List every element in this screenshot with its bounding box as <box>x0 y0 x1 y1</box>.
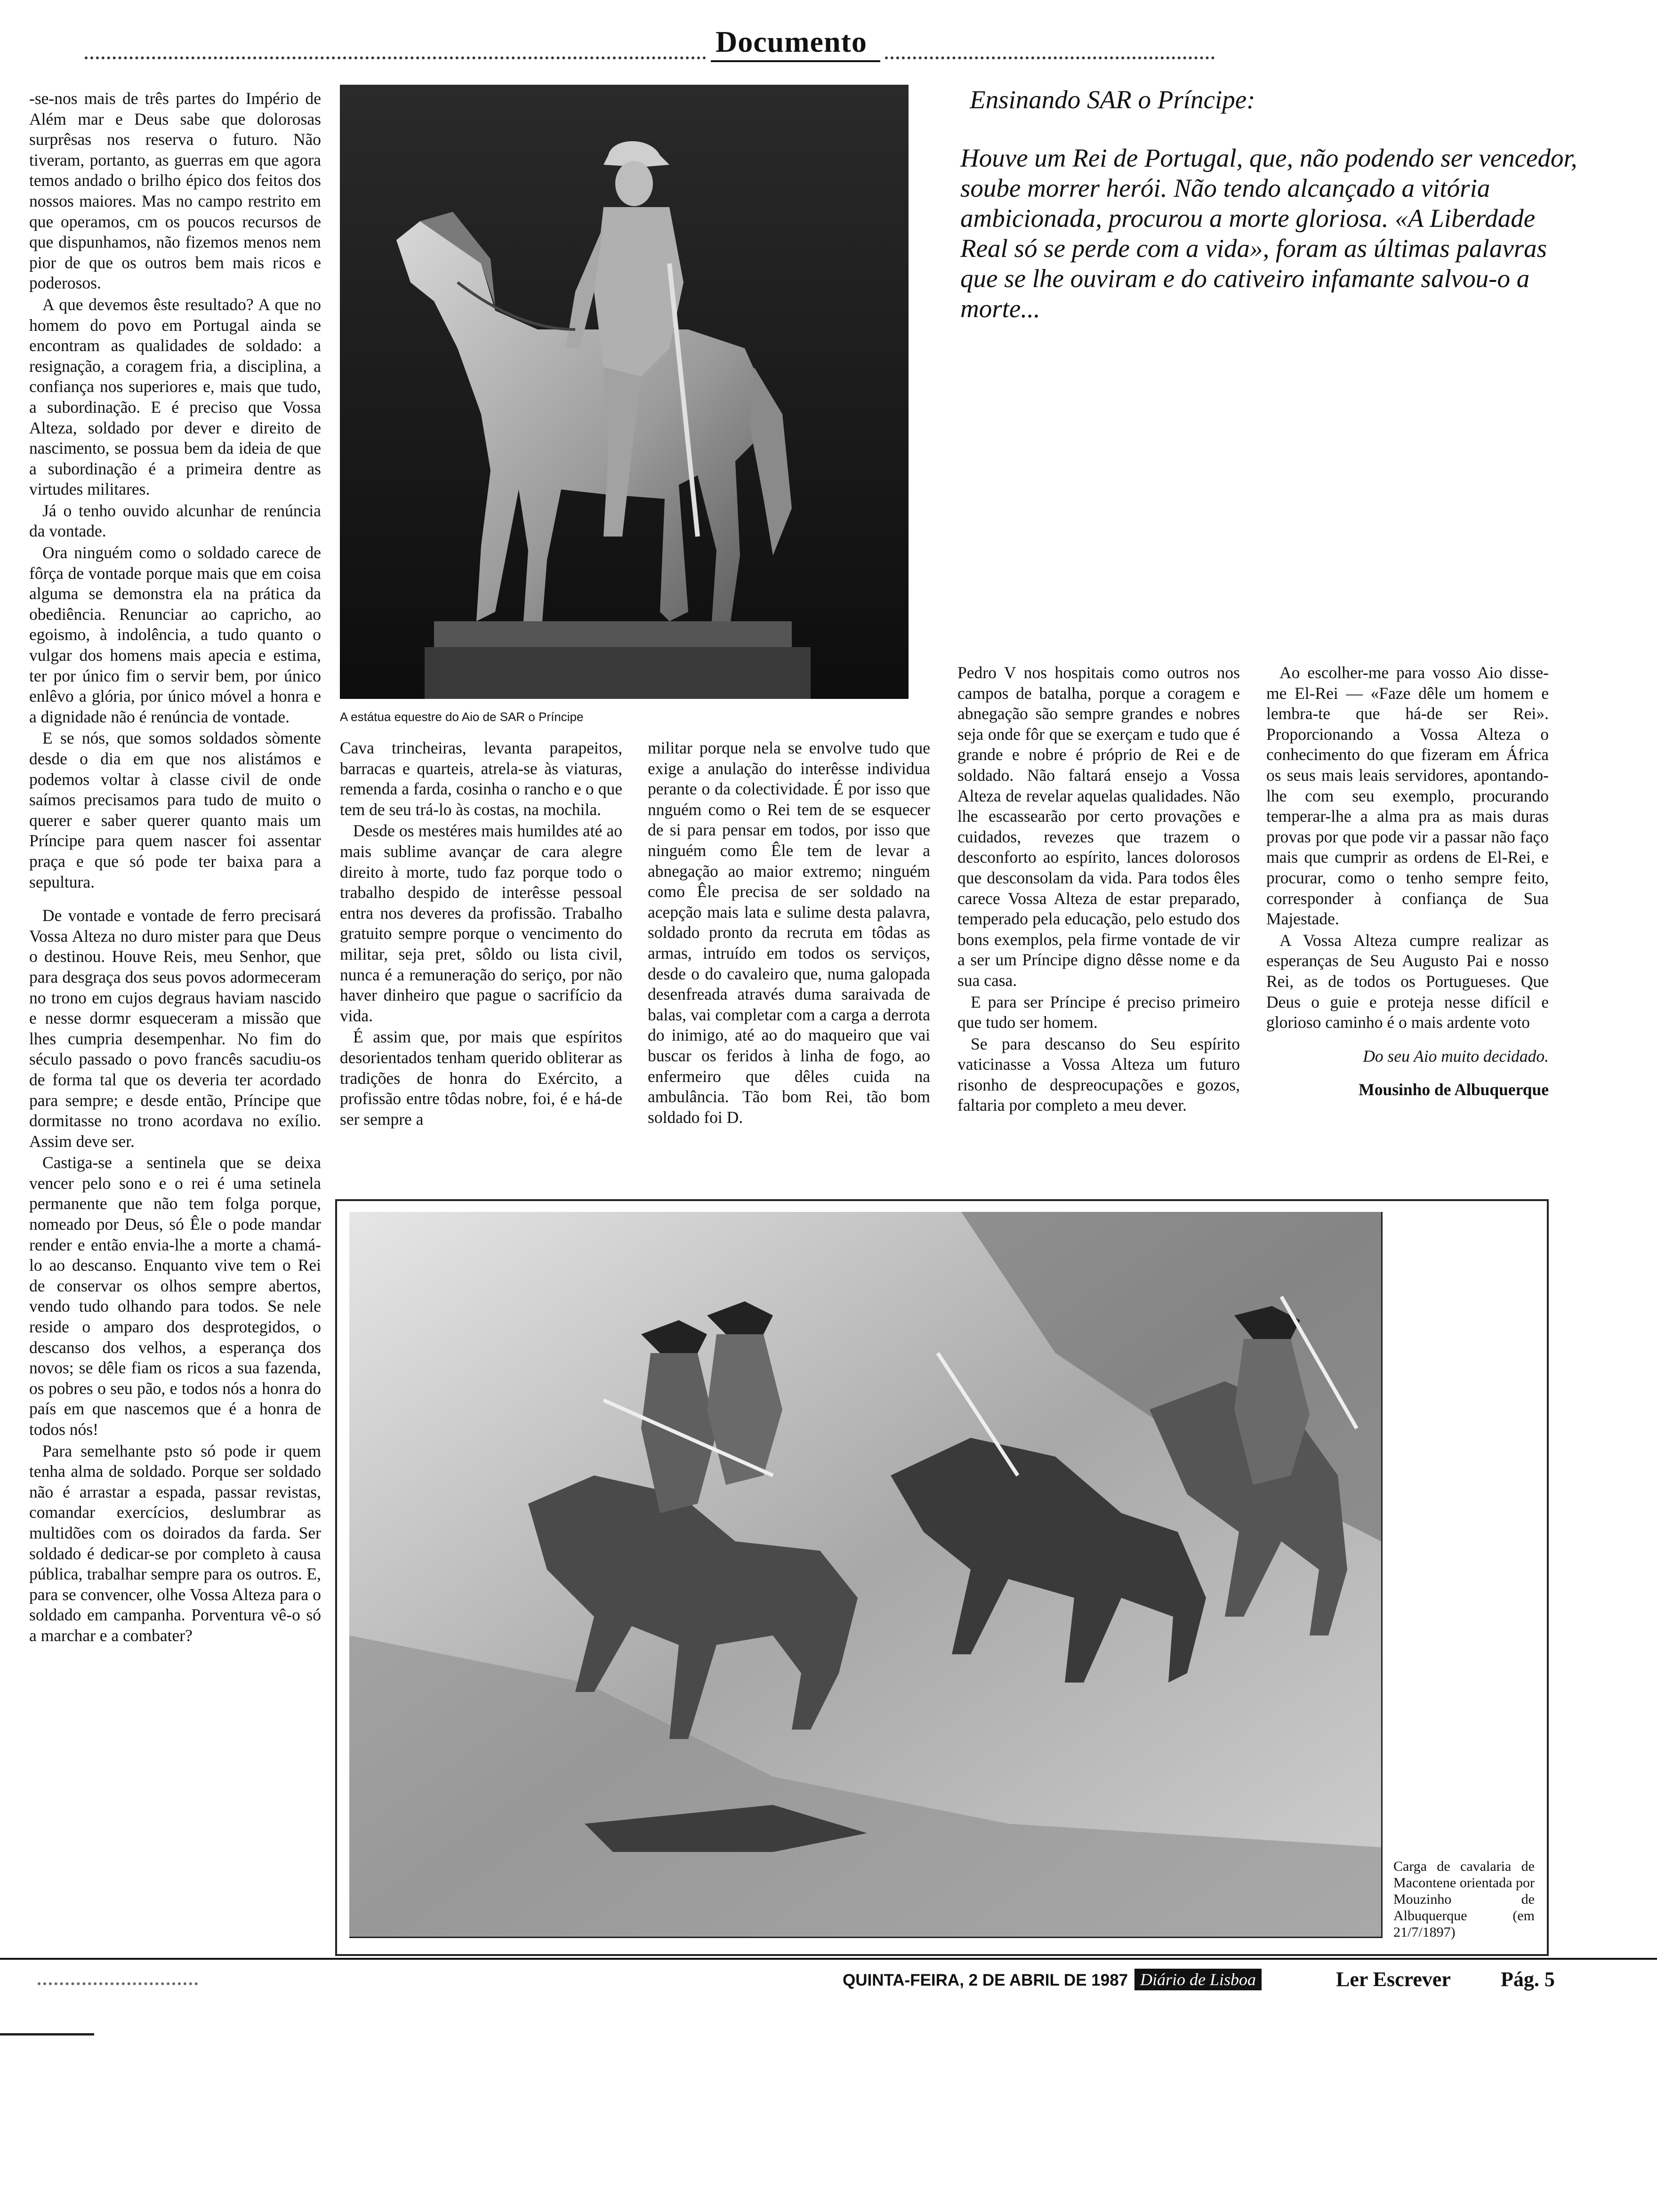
paragraph: E se nós, que somos soldados sòmente desde o dia em que nos alistámos e podemos voltar à classe civil de onde saímos precisamos para tudo de muito o querer e saber querer quanto mais um Príncipe para quem nascer foi assentar praça e que só pode ter baixa para a sepultura. <box>29 729 321 891</box>
paragraph: -se-nos mais de três partes do Império de Além mar e Deus sabe que dolorosas surprêsas nos reserva o futuro. Não tiveram, portanto, as guerras em que agora temos andado o brilho épico dos feitos dos nossos maiores. Mas no campo restrito em que operamos, cm os poucos recursos de que dispunhamos, não fizemos menos nem pior de que os outros bem mais ricos e poderosos. <box>29 89 321 293</box>
issue-date: QUINTA-FEIRA, 2 DE ABRIL DE 1987 <box>843 1971 1128 1989</box>
paragraph: Ora ninguém como o soldado carece de fôrça de vontade porque mais que em coisa alguma se demonstra ela na prática da obediência. Renunciar ao capricho, ao egoismo, à indolência, a tudo quanto o vulgar dos homens mais apecia e estima, ter por único fim o servir bem, por único enlêvo a glória, por único móvel a honra e a dignidade não é renúncia de vontade. <box>29 543 321 726</box>
section-title: Documento <box>716 25 867 58</box>
paragraph: É assim que, por mais que espíritos desorientados tenham querido obliterar as tradições de honra do Exército, a profissão entre tôdas nobre, foi, é e há-de ser sempre a <box>340 1027 622 1129</box>
paragraph: militar porque nela se envolve tudo que exige a anulação do interêsse individua perante o da colectividade. É por isso que nnguém como o Rei tem de se esquecer de si para pensar em todos, por isso que ninguém como Êle tem de levar a abnegação ao maior extremo; ninguém como Êle precisa de ser soldado na acepção mais lata e sulime desta palavra, soldado pronto da recruta em tôdas as armas, intruído em todos os serviços, desde o do cavaleiro que, numa galopada desenfreada através duma saraivada de balas, vai completar com a carga a derrota do inimigo, até ao do maqueiro que vai buscar os feridos à linha de fogo, ao enfermeiro que dêles cuida na ambulância. Tão bom Rei, tão bom soldado foi D. <box>648 738 930 1127</box>
paragraph: De vontade e vontade de ferro precisará Vossa Alteza no duro mister para que Deus o destinou. Houve Reis, meu Senhor, que para desgraça dos seus povos adormeceram no trono em cujos degraus haviam nascido e nesse dormr esqueceram a missão que lhes cumpria desempenhar. No fim do século passado o povo francês sacudiu-os de forma tal que os deveria ter acordado para sempre; e desde então, Príncipe que dormitasse no trono acordava no exílio. Assim deve ser. <box>29 906 321 1151</box>
statue-photo-caption: A estátua equestre do Aio de SAR o Príncipe <box>340 710 584 724</box>
footer-dotted-rule <box>38 1982 198 1985</box>
paragraph: Desde os mestéres mais humildes até ao mais sublime avançar de cara alegre direito à morte, tudo faz porque todo o trabalho despido de interêsse pessoal entra nos deveres da profissão. Trabalho gratuito sempre porque o vencimento do militar, seja pret, sôldo ou lista civil, nunca é a remuneração do seriço, por não haver dinheiro que pague o sacrifício da vida. <box>340 821 622 1025</box>
paragraph: Se para descanso do Seu espírito vaticinasse a Vossa Alteza um futuro risonho de despreocupações e gozos, faltaria por completo a meu dever. <box>957 1034 1240 1115</box>
paragraph: A Vossa Alteza cumpre realizar as esperanças de Seu Augusto Pai e nosso Rei, as de todos os Portugueses. Que Deus o guie e proteja nesse difícil e glorioso caminho é o mais ardente voto <box>1266 930 1549 1032</box>
article-column-4 <box>957 663 1240 1117</box>
article-column-1 <box>29 88 321 1647</box>
statue-photo <box>340 85 909 699</box>
intro-title: Ensinando SAR o Príncipe: <box>970 85 1255 114</box>
paragraph: Pedro V nos hospitais como outros nos campos de batalha, porque a coragem e abnegação são sempre grandes e nobres seja onde fôr que se exerçam e tudo que é grande e nobre é próprio de Rei e de soldado. Não faltará ensejo a Vossa Alteza de revelar aquelas qualidades. Não lhe escassearão por certo provações e cuidados, revezes que trazem o desconforto ao espírito, lances dolorosos que desconsolam da vida. Para todos êles carece Vossa Alteza de estar preparado, temperado pela educação, pelo estudo dos bons exemplos, pela firme vontade de vir a ser um Príncipe digno dêsse nome e da sua casa. <box>957 663 1240 990</box>
header-dotted-rule-right <box>885 56 1215 59</box>
article-column-2 <box>340 738 622 1130</box>
signature-closing: Do seu Aio muito decidado. <box>1363 1046 1549 1066</box>
header-dotted-rule-left <box>85 56 706 59</box>
paragraph: Cava trincheiras, levanta parapeitos, barracas e quarteis, atrela-se às viaturas, remenda a farda, cosinha o rancho e o que tem de seu trá-lo às costas, na mochila. <box>340 738 622 819</box>
newspaper-masthead: Diário de Lisboa <box>1134 1969 1262 1990</box>
page-number: Pág. 5 <box>1501 1968 1555 1991</box>
intro-quote <box>956 85 1582 324</box>
cavalry-charge-illustration <box>349 1212 1381 1937</box>
scan-edge-mark <box>0 2033 94 2036</box>
section-underline <box>711 60 880 62</box>
paragraph: Para semelhante psto só pode ir quem tenha alma de soldado. Porque ser soldado não é arrastar a espada, passar revistas, comandar exercícios, deslumbrar as multidões com os doirados da farda. Ser soldado é dedicar-se por completo à causa pública, trabalhar sempre para os outros. E, para se convencer, olhe Vossa Alteza para o soldado em campanha. Porventura vê-o só a marchar e a combater? <box>29 1441 321 1645</box>
cavalry-charge-photo <box>349 1212 1383 1938</box>
supplement-name: Ler Escrever <box>1336 1968 1451 1991</box>
article-column-3 <box>648 738 930 1129</box>
paragraph: E para ser Príncipe é preciso primeiro que tudo ser homem. <box>957 992 1240 1032</box>
paragraph: Já o tenho ouvido alcunhar de renúncia da vontade. <box>29 501 321 541</box>
equestrian-statue-illustration <box>340 85 909 699</box>
paragraph: Castiga-se a sentinela que se deixa vencer pelo sono e o rei é uma setinela permanente que não tem folga porque, nomeado por Deus, só Êle o pode mandar render e então envia-lhe a morte a chamá-lo ao descanso. Enquanto vive tem o Rei de conservar os olhos sempre abertos, vendo tudo olhando para todos. Se nele reside o amparo dos desprotegidos, o descanso dos velhos, a esperança dos novos; se dêle fiam os ricos a sua fazenda, os pobres o seu pão, e todos nós a honra do país em que nascemos que é a honra de todos nós! <box>29 1153 321 1439</box>
article-column-5 <box>1266 663 1549 1101</box>
intro-body: Houve um Rei de Portugal, que, não podendo ser vencedor, soube morrer herói. Não tendo alcançado a vitória ambicionada, procurou a morte gloriosa. «A Liberdade Real só se perde com a vida», foram as últimas palavras que se lhe ouviram e do cativeiro infamante salvou-o a morte... <box>960 144 1577 323</box>
footer-rule <box>0 1958 1657 1960</box>
cavalry-photo-caption: Carga de cavalaria de Macontene orientada por Mouzinho de Albuquerque (em 21/7/1897) <box>1393 1859 1535 1940</box>
paragraph: A que devemos êste resultado? A que no homem do povo em Portugal ainda se encontram as qualidades de soldado: a resignação, a coragem fria, a disciplina, a confiança nos superiores e, mais que tudo, a subordinação. E é preciso que Vossa Alteza, soldado por dever e direito de nascimento, se possua bem da ideia de que a subordinação é a primeira dentre as virtudes militares. <box>29 295 321 499</box>
signature-author: Mousinho de Albuquerque <box>1359 1080 1549 1099</box>
paragraph: Ao escolher-me para vosso Aio disse-me El-Rei — «Faze dêle um homem e lembra-te que há-de ser Rei». Proporcionando a Vossa Alteza o conhecimento do que fizeram em África os seus mais leais servidores, apontando-lhe com seu exemplo, procurando temperar-lhe a alma pra as mais duras provas por que pode vir a passar não faço mais que cumprir as ordens de El-Rei, e procurar, como o tenho sempre feito, corresponder à confiança de Sua Majestade. <box>1266 663 1549 929</box>
